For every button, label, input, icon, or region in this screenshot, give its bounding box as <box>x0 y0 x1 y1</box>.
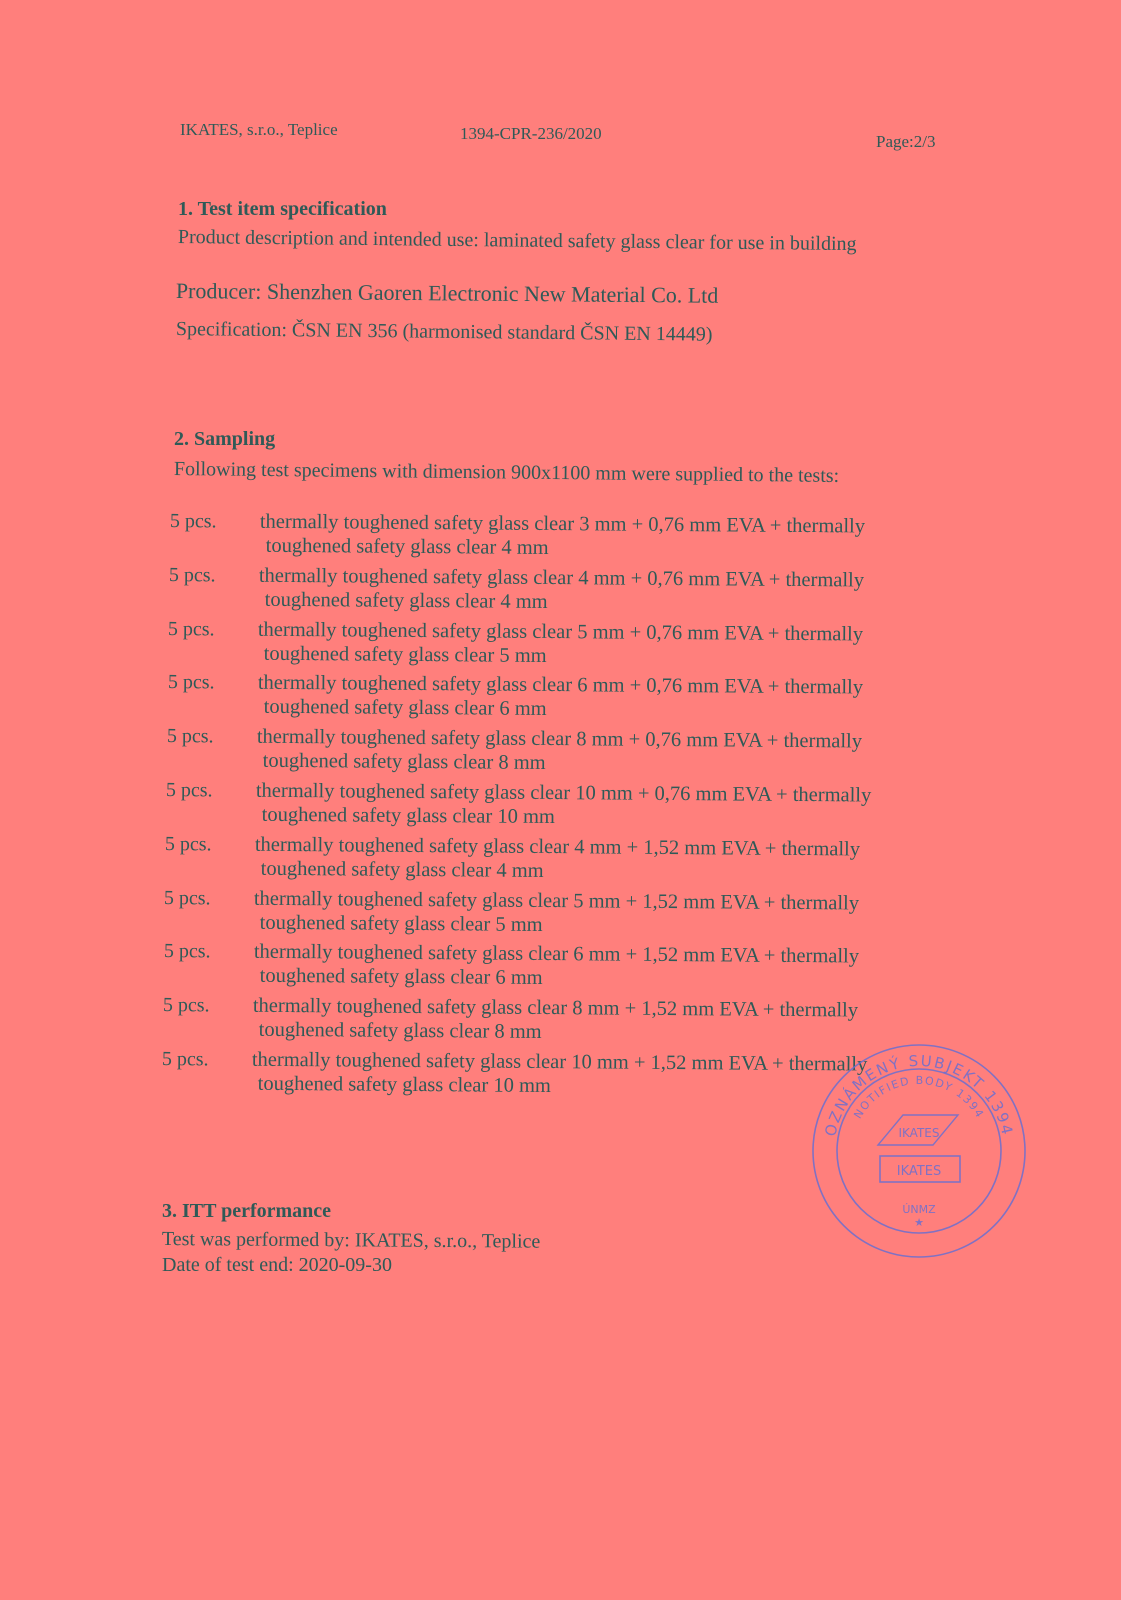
specimen-description-line2: toughened safety glass clear 8 mm <box>258 1018 542 1044</box>
specimen-quantity: 5 pcs. <box>166 725 214 748</box>
specimen-row <box>167 671 1121 734</box>
product-description: Product description and intended use: laminated safety glass clear for use in building <box>177 226 857 256</box>
section1-heading: 1. Test item specification <box>178 198 387 220</box>
specimen-description-line2: toughened safety glass clear 5 mm <box>260 911 544 936</box>
specimen-description-line2: toughened safety glass clear 4 mm <box>265 534 549 559</box>
section3-heading: 3. ITT performance <box>162 1200 332 1222</box>
specimen-row <box>170 510 1121 573</box>
specimen-quantity: 5 pcs. <box>169 510 217 533</box>
specimen-quantity: 5 pcs. <box>161 1048 209 1071</box>
sampling-intro: Following test specimens with dimension 900x1100 mm were supplied to the tests: <box>173 458 840 487</box>
specimen-description-line1: thermally toughened safety glass clear 6 mm + 0,76 mm EVA + thermally <box>257 672 863 699</box>
specimen-quantity: 5 pcs. <box>165 779 213 802</box>
specimen-row <box>166 725 1121 788</box>
test-performed-by: Test was performed by: IKATES, s.r.o., Teplice <box>161 1228 541 1253</box>
specimen-description-line2: toughened safety glass clear 5 mm <box>264 642 548 667</box>
specimen-quantity: 5 pcs. <box>169 563 216 587</box>
stamp-logo-text: IKATES <box>898 1126 940 1140</box>
specimen-description-line1: thermally toughened safety glass clear 4 mm + 0,76 mm EVA + thermally <box>259 564 865 592</box>
specimen-description-line1: thermally toughened safety glass clear 5 mm + 1,52 mm EVA + thermally <box>254 887 860 915</box>
specimen-row <box>163 940 1121 1003</box>
specimen-description-line1: thermally toughened safety glass clear 5 mm + 0,76 mm EVA + thermally <box>258 618 864 646</box>
specimen-row <box>164 887 1121 950</box>
notified-body-stamp-icon <box>808 1040 1030 1262</box>
specimen-quantity: 5 pcs. <box>168 617 216 640</box>
specimen-description-line2: toughened safety glass clear 8 mm <box>262 749 546 775</box>
header-page-number: Page:2/3 <box>876 132 936 151</box>
specimen-quantity: 5 pcs. <box>167 671 215 694</box>
specimen-description-line2: toughened safety glass clear 10 mm <box>257 1072 551 1098</box>
specimen-description-line2: toughened safety glass clear 4 mm <box>264 588 548 613</box>
specimen-row <box>169 564 1121 627</box>
specimen-description-line1: thermally toughened safety glass clear 8 mm + 1,52 mm EVA + thermally <box>252 994 858 1022</box>
stamp-logo-text-2: IKATES <box>896 1164 942 1179</box>
specimen-description-line1: thermally toughened safety glass clear 10 mm + 0,76 mm EVA + thermally <box>255 779 872 807</box>
specimen-description-line1: thermally toughened safety glass clear 8 mm + 0,76 mm EVA + thermally <box>256 725 862 753</box>
specimen-description-line1: thermally toughened safety glass clear 10 mm + 1,52 mm EVA + thermally <box>251 1048 868 1076</box>
stamp-bottom-text: ÚNMZ <box>902 1203 936 1216</box>
specimen-row <box>165 833 1121 896</box>
stamp-outer-text: OZNÁMENÝ SUBJEKT 1394 <box>821 1051 1017 1139</box>
specimen-description-line2: toughened safety glass clear 6 mm <box>263 696 547 721</box>
specimen-description-line1: thermally toughened safety glass clear 6 mm + 1,52 mm EVA + thermally <box>253 941 859 968</box>
specimen-row <box>166 779 1121 842</box>
header-lab: IKATES, s.r.o., Teplice <box>180 120 338 139</box>
stamp-inner-text: NOTIFIED BODY 1394 <box>851 1073 987 1121</box>
specimen-quantity: 5 pcs. <box>163 940 211 963</box>
stamp-star-icon: ★ <box>914 1216 924 1229</box>
specimen-description-line2: toughened safety glass clear 10 mm <box>261 803 555 829</box>
header-report-number: 1394-CPR-236/2020 <box>460 124 602 143</box>
specification: Specification: ČSN EN 356 (harmonised standard ČSN EN 14449) <box>175 318 713 346</box>
section2-heading: 2. Sampling <box>174 428 276 450</box>
producer: Producer: Shenzhen Gaoren Electronic New Material Co. Ltd <box>175 278 719 308</box>
specimen-description-line1: thermally toughened safety glass clear 3 mm + 0,76 mm EVA + thermally <box>259 510 866 538</box>
specimen-quantity: 5 pcs. <box>162 994 210 1017</box>
specimen-description-line1: thermally toughened safety glass clear 4 mm + 1,52 mm EVA + thermally <box>255 833 861 861</box>
specimen-row <box>168 618 1121 681</box>
test-end-date: Date of test end: 2020-09-30 <box>162 1254 392 1276</box>
specimen-quantity: 5 pcs. <box>164 886 212 909</box>
specimen-description-line2: toughened safety glass clear 6 mm <box>259 965 543 990</box>
specimen-quantity: 5 pcs. <box>165 832 212 856</box>
specimen-description-line2: toughened safety glass clear 4 mm <box>260 857 544 882</box>
